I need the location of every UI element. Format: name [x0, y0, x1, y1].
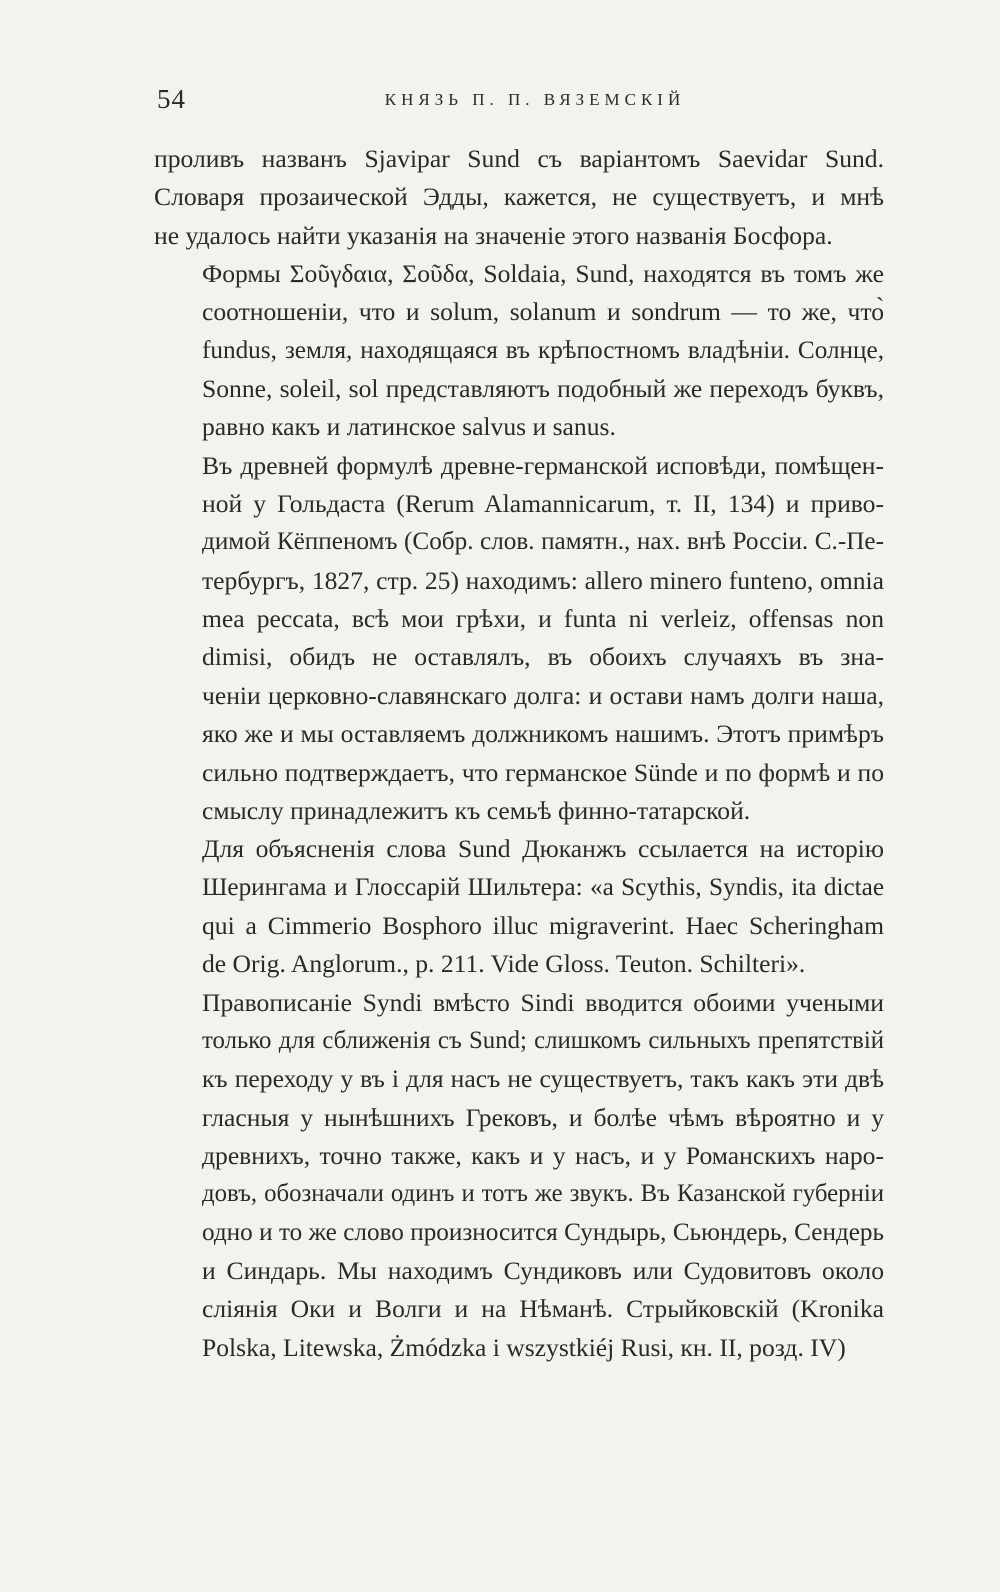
paragraph [154, 830, 884, 983]
text-line: de Orig. Anglorum., p. 211. Vide Gloss. Teuton. Schilteri». [202, 949, 806, 979]
text-line: довъ, обозначали одинъ и тотъ же звукъ. Въ Казанской губерніи [202, 1180, 884, 1208]
text-line: Формы Σοῦγδαια, Σοῦδα, Soldaia, Sund, находятся въ томъ же [202, 259, 884, 289]
text-line: равно какъ и латинское salvus и sanus. [202, 412, 616, 442]
text-line: Шерингама и Глоссарій Шильтера: «a Scythis, Syndis, ita dictae [202, 873, 884, 901]
text-line: древнихъ, точно также, какъ и у насъ, и у Романскихъ наро- [202, 1140, 884, 1170]
text-line: гласныя у нынѣшнихъ Грековъ, и болѣе чѣмъ вѣроятно и у [202, 1102, 884, 1132]
text-line: сліянія Оки и Волги и на Нѣманѣ. Стрыйковскій (Kronika [202, 1294, 884, 1324]
text-line: одно и то же слово произносится Сундырь, Сьюндерь, Сендерь [202, 1218, 884, 1246]
text-line: яко же и мы оставляемъ должникомъ нашимъ. Этотъ примѣръ [202, 719, 884, 749]
text-line: тербургъ, 1827, стр. 25) находимъ: allero minero funteno, omnia [202, 565, 884, 595]
text-line: ченіи церковно-славянскаго долга: и остави намъ долги наша, [202, 680, 884, 710]
text-line: не удалось найти указанія на значеніе этого названія Босфора. [154, 220, 833, 250]
text-line: Словаря прозаической Эдды, кажется, не существуетъ, и мнѣ [154, 182, 884, 212]
text-line: Polska, Litewska, Żmódzka i wszystkiéj Rusi, кн. II, розд. IV) [202, 1332, 846, 1362]
text-line: Правописаніе Syndi вмѣсто Sindi вводится обоими учеными [202, 987, 884, 1017]
text-line: Для объясненія слова Sund Дюканжъ ссылается на исторію [202, 834, 884, 864]
paragraph [154, 984, 884, 1367]
text-line: къ переходу y въ i для насъ не существуетъ, такъ какъ эти двѣ [202, 1064, 884, 1094]
text-line: qui a Cimmerio Bosphoro illuc migraverint. Haec Scheringham [202, 910, 884, 940]
running-title: КНЯЗЬ П. П. ВЯЗЕМСКІЙ [384, 90, 686, 109]
text-line: и Синдарь. Мы находимъ Сундиковъ или Судовитовъ около [202, 1255, 884, 1285]
page-body [154, 140, 884, 1367]
page-number: 54 [157, 84, 186, 114]
text-line: димой Кёппеномъ (Собр. слов. памятн., нах. внѣ Россіи. С.-Пе- [202, 528, 884, 556]
text-line: смыслу принадлежитъ къ семьѣ финно-татарской. [202, 795, 751, 825]
text-line: соотношеніи, что и solum, solanum и sondrum — то же, что̀ [202, 297, 884, 327]
text-line: mea peccata, всѣ мои грѣхи, и funta ni verleiz, offensas non [202, 604, 884, 634]
text-line: только для сближенія съ Sund; слишкомъ сильныхъ препятствій [202, 1026, 884, 1054]
text-line: ной у Гольдаста (Rerum Alamannicarum, т. II, 134) и приво- [202, 489, 884, 519]
page-header [155, 84, 895, 124]
text-line: сильно подтверждаетъ, что германское Sünde и по формѣ и по [202, 757, 884, 787]
text-line: fundus, земля, находящаяся въ крѣпостномъ владѣніи. Солнце, [202, 336, 884, 364]
paragraph [154, 140, 884, 255]
text-line: проливъ названъ Sjavipar Sund съ варіантомъ Saevidar Sund. [154, 144, 884, 173]
text-line: dimisi, обидъ не оставлялъ, въ обоихъ случаяхъ въ зна- [202, 642, 884, 672]
text-line: Въ древней формулѣ древне-германской исповѣди, помѣщен- [202, 450, 884, 480]
paragraph [154, 255, 884, 447]
paragraph [154, 447, 884, 830]
text-line: Sonne, soleil, sol представляютъ подобный же переходъ буквъ, [202, 374, 884, 404]
